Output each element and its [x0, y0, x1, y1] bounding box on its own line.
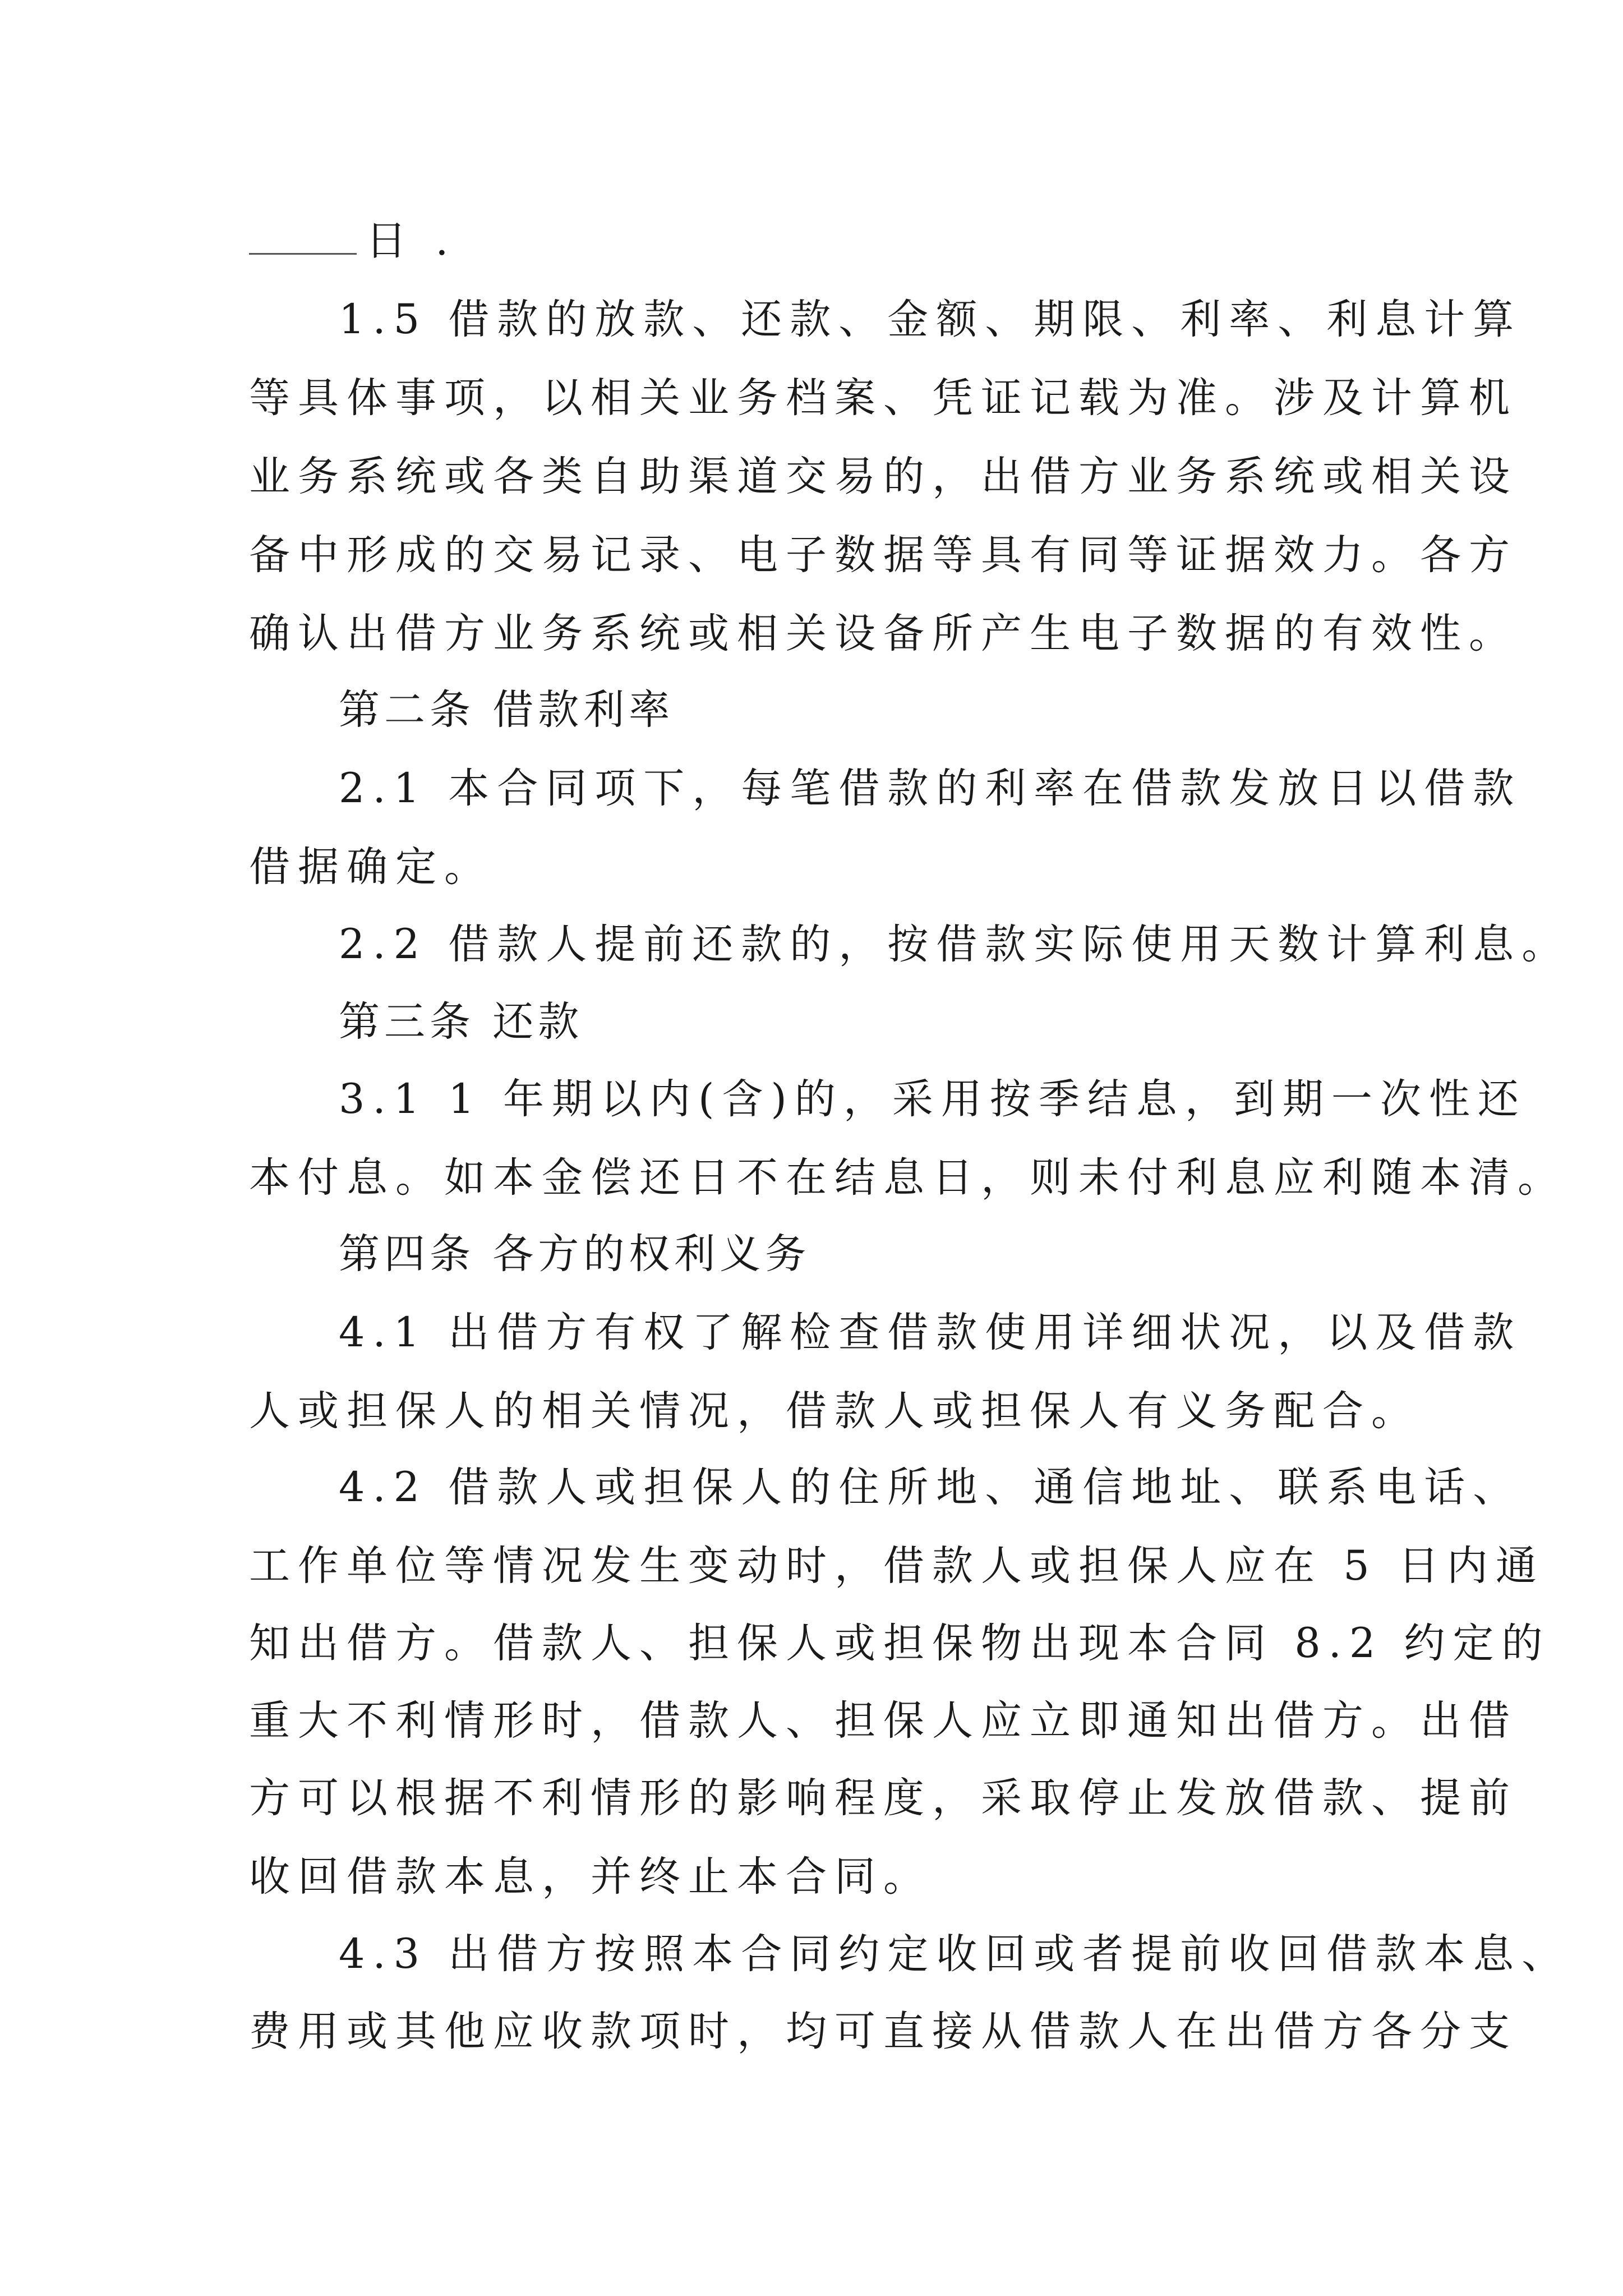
paragraph-1-5-line-5: 确认出借方业务系统或相关设备所产生电子数据的有效性。	[249, 610, 1518, 657]
paragraph-4-3-line-2: 费用或其他应收款项时，均可直接从借款人在出借方各分支	[249, 2008, 1518, 2055]
section-heading-article-4: 第四条 各方的权利义务	[339, 1230, 811, 1278]
paragraph-1-5-line-2: 等具体事项，以相关业务档案、凭证记载为准。涉及计算机	[249, 374, 1518, 422]
paragraph-4-2-line-5: 方可以根据不利情形的影响程度，采取停止发放借款、提前	[249, 1774, 1518, 1822]
paragraph-4-2-line-2: 工作单位等情况发生变动时，借款人或担保人应在 5 日内通	[249, 1542, 1544, 1590]
paragraph-1-5-line-4: 备中形成的交易记录、电子数据等具有同等证据效力。各方	[249, 531, 1518, 579]
paragraph-1-5-line-1: 1.5 借款的放款、还款、金额、期限、利率、利息计算	[339, 296, 1522, 343]
paragraph-3-1-line-1: 3.1 1 年期以内(含)的，采用按季结息，到期一次性还	[339, 1075, 1527, 1123]
paragraph-4-2-line-6: 收回借款本息，并终止本合同。	[249, 1853, 932, 1901]
paragraph-3-1-line-2: 本付息。如本金偿还日不在结息日，则未付利息应利随本清。	[249, 1154, 1566, 1202]
paragraph-2-1-line-2: 借据确定。	[249, 843, 493, 891]
section-heading-article-3: 第三条 还款	[339, 998, 584, 1046]
blank-underline	[249, 219, 357, 255]
paragraph-4-2-line-3: 知出借方。借款人、担保人或担保物出现本合同 8.2 约定的	[249, 1619, 1551, 1667]
paragraph-1-5-line-3: 业务系统或各类自助渠道交易的，出借方业务系统或相关设	[249, 453, 1518, 500]
paragraph-4-3-line-1: 4.3 出借方按照本合同约定收回或者提前收回借款本息、	[339, 1930, 1571, 1978]
paragraph-2-1-line-1: 2.1 本合同项下，每笔借款的利率在借款发放日以借款	[339, 765, 1522, 812]
section-heading-article-2: 第二条 借款利率	[339, 686, 675, 734]
paragraph-4-2-line-1: 4.2 借款人或担保人的住所地、通信地址、联系电话、	[339, 1464, 1522, 1511]
paragraph-4-2-line-4: 重大不利情形时，借款人、担保人应立即通知出借方。出借	[249, 1697, 1518, 1745]
paragraph-4-1-line-1: 4.1 出借方有权了解检查借款使用详细状况，以及借款	[339, 1309, 1522, 1356]
paragraph-4-1-line-2: 人或担保人的相关情况，借款人或担保人有义务配合。	[249, 1387, 1420, 1435]
text-line-date: 日 .	[249, 202, 1393, 280]
paragraph-2-2: 2.2 借款人提前还款的，按借款实际使用天数计算利息。	[339, 921, 1571, 968]
